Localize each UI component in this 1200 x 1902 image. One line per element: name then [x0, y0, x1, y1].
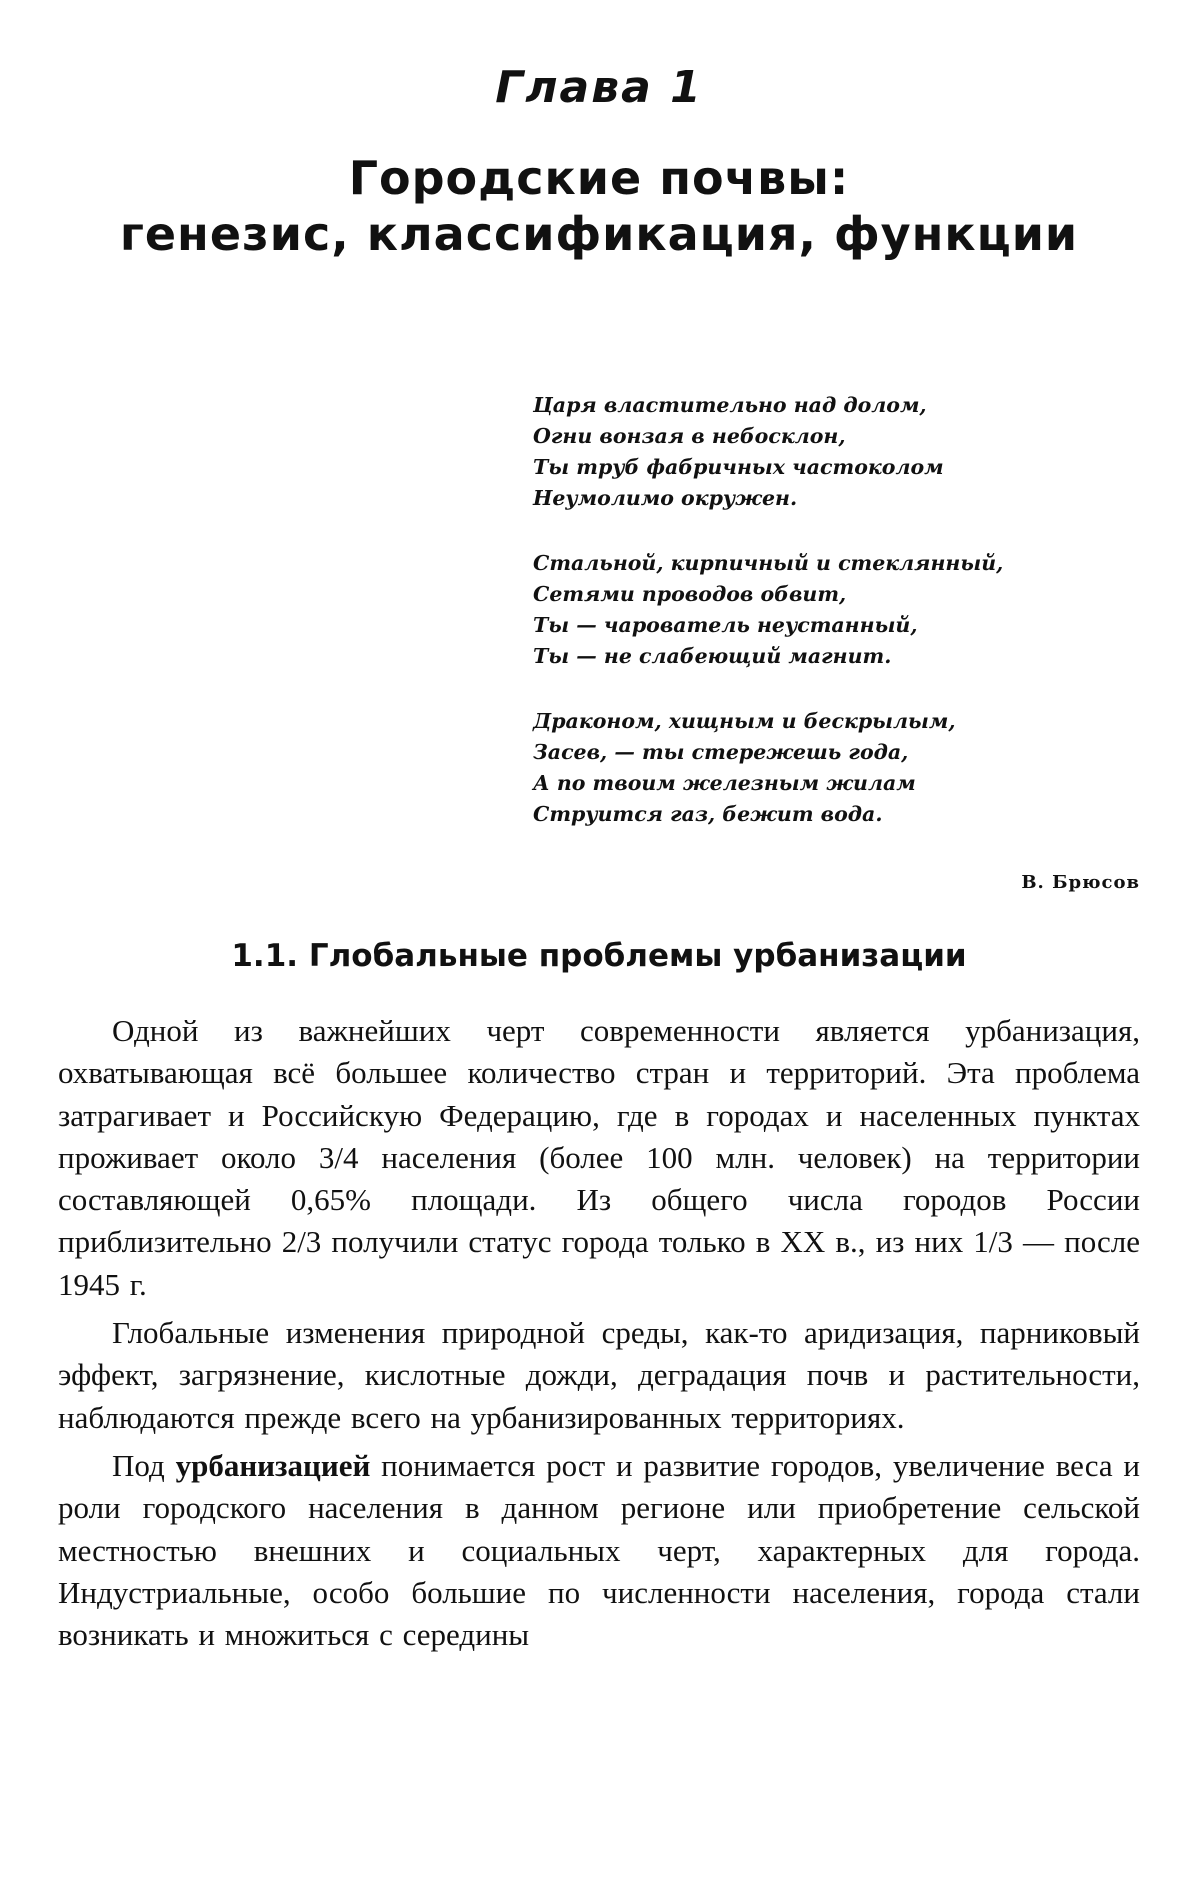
epigraph-line: Стальной, кирпичный и стеклянный, [533, 551, 1004, 575]
epigraph-line: Царя властительно над долом, [533, 393, 927, 417]
paragraph-3-rest: понимается рост и развитие городов, увеличение веса и роли городского населения в данном регионе или приобретение сельской местностью внешних и социальных черт, характерных для города. Индустриальные, особо большие по численности населения, города стали возникать и множиться с середины [58, 1447, 1140, 1653]
body-text [58, 1010, 1140, 1662]
paragraph-2: Глобальные изменения природной среды, как-то аридизация, парниковый эффект, загрязнение, кислотные дожди, деградация почв и растительности, наблюдаются прежде всего на урбанизированных территориях. [58, 1315, 1140, 1435]
epigraph-stanza-3 [533, 706, 1093, 830]
chapter-title [58, 150, 1140, 262]
epigraph-stanza-1 [533, 390, 1093, 514]
paragraph-3 [58, 1445, 1140, 1656]
epigraph-stanza-2 [533, 548, 1093, 672]
epigraph-line: Засев, — ты стережешь года, [533, 740, 909, 764]
chapter-title-line-2: генезис, классификация, функции [119, 207, 1079, 261]
epigraph-line: Ты — не слабеющий магнит. [533, 644, 892, 668]
epigraph-line: Ты — чарователь неустанный, [533, 613, 918, 637]
paragraph-3-start: Под [112, 1447, 176, 1483]
epigraph-line: Струится газ, бежит вода. [533, 802, 883, 826]
epigraph-line: Огни вонзая в небосклон, [533, 424, 846, 448]
epigraph-line: Драконом, хищным и бескрылым, [533, 709, 956, 733]
chapter-title-line-1: Городские почвы: [348, 151, 850, 205]
chapter-label: Глава 1 [495, 62, 703, 113]
epigraph [533, 390, 1093, 864]
section-title: 1.1. Глобальные проблемы урбанизации [231, 938, 967, 974]
paragraph-1: Одной из важнейших черт современности является урбанизация, охватывающая всё большее количество стран и территорий. Эта проблема затрагивает и Российскую Федерацию, где в городах и населенных пунктах проживает около 3/4 населения (более 100 млн. человек) на территории составляющей 0,65% площади. Из общего числа городов России приблизительно 2/3 получили статус города только в XX в., из них 1/3 — после 1945 г. [58, 1013, 1140, 1302]
epigraph-line: Сетями проводов обвит, [533, 582, 847, 606]
term-urbanization: урбанизацией [175, 1447, 371, 1483]
epigraph-line: Неумолимо окружен. [533, 486, 798, 510]
book-page [58, 0, 1140, 1902]
epigraph-line: Ты труб фабричных частоколом [533, 455, 944, 479]
epigraph-author: В. Брюсов [1021, 872, 1140, 893]
epigraph-line: А по твоим железным жилам [533, 771, 916, 795]
